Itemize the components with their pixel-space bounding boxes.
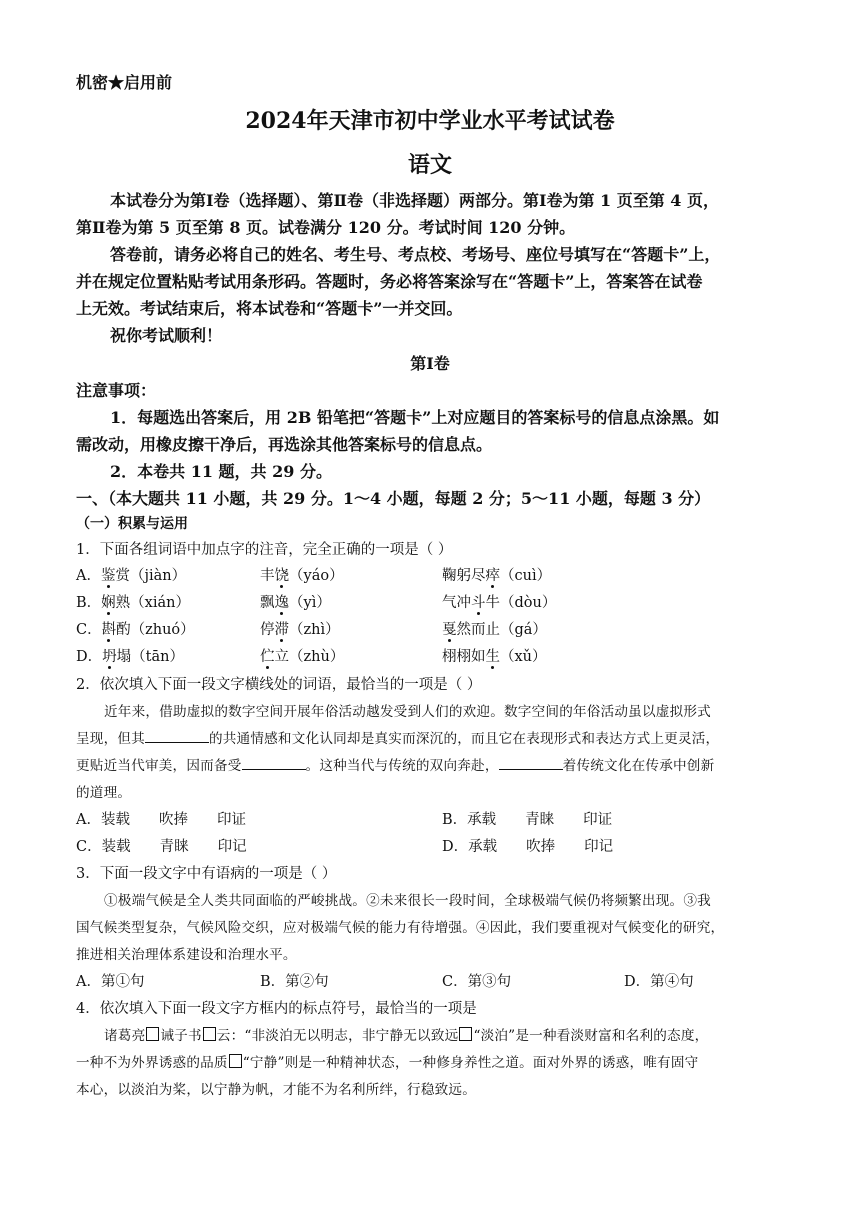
question-1-option-a-word3: 鞠躬尽瘁（cuì） <box>442 568 552 584</box>
answer-blank <box>242 757 306 770</box>
question-1-option-b: B．娴熟（xián） <box>76 595 190 611</box>
passage-line: 诸葛亮 诫子书 云：“非淡泊无以明志，非宁静无以致远 “淡泊”是一种看淡财富和名利的态度， <box>104 1028 709 1044</box>
part-title: 一、（本大题共 11 小题，共 29 分。1～4 小题，每题 2 分；5～11 小题，每题 3 分） <box>76 489 711 508</box>
question-3-option-c: C．第③句 <box>442 974 512 990</box>
subject-title: 语文 <box>407 152 452 178</box>
sub-section-title: （一）积累与运用 <box>76 516 188 532</box>
question-2-option-a: A．装载 吹捧 印证 <box>76 812 246 828</box>
instruction-line: 第Ⅱ卷为第 5 页至第 8 页。试卷满分 120 分。考试时间 120 分钟。 <box>76 218 576 237</box>
exam-title: 2024年天津市初中学业水平考试试卷 <box>245 108 615 134</box>
question-2-option-b: B．承载 青睐 印证 <box>442 812 613 828</box>
instruction-line: 答卷前，请务必将自己的姓名、考生号、考点校、考场号、座位号填写在“答题卡”上， <box>110 245 721 264</box>
note-item: 需改动，用橡皮擦干净后，再选涂其他答案标号的信息点。 <box>76 435 493 454</box>
question-2-option-c: C．装载 青睐 印记 <box>76 839 247 855</box>
passage-line: 近年来，借助虚拟的数字空间开展年俗活动越发受到人们的欢迎。数字空间的年俗活动虽以虚拟形式 <box>104 704 711 720</box>
punctuation-box <box>459 1027 472 1041</box>
passage-line: ①极端气候是全人类共同面临的严峻挑战。②未来很长一段时间，全球极端气候仍将频繁出现。③我 <box>104 893 711 909</box>
question-3-option-d: D．第④句 <box>624 974 694 990</box>
question-1-option-a: A．鉴赏（jiàn） <box>76 568 187 584</box>
question-2-option-d: D．承载 吹捧 印记 <box>442 839 614 855</box>
notes-title: 注意事项： <box>76 381 157 400</box>
question-1-option-c: C．斟酌（zhuó） <box>76 622 195 638</box>
question-1-option-b-word3: 气冲斗牛（dòu） <box>442 595 557 611</box>
answer-blank <box>145 730 209 743</box>
note-item: 2．本卷共 11 题，共 29 分。 <box>110 462 332 481</box>
passage-line: 的道理。 <box>76 785 132 801</box>
question-1-option-c-word3: 戛然而止（gá） <box>442 622 547 638</box>
good-luck-text: 祝你考试顺利！ <box>110 326 223 345</box>
passage-line: 国气候类型复杂，气候风险交织，应对极端气候的能力有待增强。④因此，我们要重视对气候变化的研究， <box>76 920 725 936</box>
volume-heading: 第Ⅰ卷 <box>410 354 450 373</box>
question-1-stem: 1．下面各组词语中加点字的注音，完全正确的一项是（ ） <box>76 542 453 558</box>
question-1-option-c-word2: 停滞（zhì） <box>260 622 340 638</box>
passage-line: 一种不为外界诱惑的品质 “宁静”则是一种精神状态，一种修身养性之道。面对外界的诱惑，唯有固守 <box>76 1055 699 1071</box>
question-1-option-d-word2: 伫立（zhù） <box>260 649 345 665</box>
question-1-option-d-word3: 栩栩如生（xǔ） <box>442 649 547 665</box>
passage-line: 本心，以淡泊为桨，以宁静为帆，才能不为名利所绊，行稳致远。 <box>76 1082 477 1098</box>
question-4-stem: 4．依次填入下面一段文字方框内的标点符号，最恰当的一项是 <box>76 1001 477 1017</box>
question-3-option-a: A．第①句 <box>76 974 145 990</box>
confidential-label: 机密★启用前 <box>76 73 173 92</box>
question-1-option-d: D．坍塌（tān） <box>76 649 184 665</box>
punctuation-box <box>146 1027 159 1041</box>
question-3-stem: 3．下面一段文字中有语病的一项是（ ） <box>76 866 337 882</box>
question-1-option-b-word2: 飘逸（yì） <box>260 595 331 611</box>
note-item: 1．每题选出答案后，用 2B 铅笔把“答题卡”上对应题目的答案标号的信息点涂黑。如 <box>110 408 720 427</box>
punctuation-box <box>203 1027 216 1041</box>
question-1-option-a-word2: 丰饶（yáo） <box>260 568 344 584</box>
instruction-line: 上无效。考试结束后，将本试卷和“答题卡”一并交回。 <box>76 299 463 318</box>
question-2-stem: 2．依次填入下面一段文字横线处的词语，最恰当的一项是（ ） <box>76 677 482 693</box>
passage-line: 呈现，但其 的共通情感和文化认同却是真实而深沉的，而且它在表现形式和表达方式上更灵活， <box>76 731 720 747</box>
instruction-line: 本试卷分为第Ⅰ卷（选择题）、第Ⅱ卷（非选择题）两部分。第Ⅰ卷为第 1 页至第 4 页， <box>110 191 720 210</box>
answer-blank <box>499 757 563 770</box>
instruction-line: 并在规定位置粘贴考试用条形码。答题时，务必将答案涂写在“答题卡”上，答案答在试卷 <box>76 272 703 291</box>
passage-line: 推进相关治理体系建设和治理水平。 <box>76 947 297 963</box>
passage-line: 更贴近当代审美，因而备受 。这种当代与传统的双向奔赴， 着传统文化在传承中创新 <box>76 758 715 774</box>
punctuation-box <box>229 1054 242 1068</box>
question-3-option-b: B．第②句 <box>260 974 329 990</box>
